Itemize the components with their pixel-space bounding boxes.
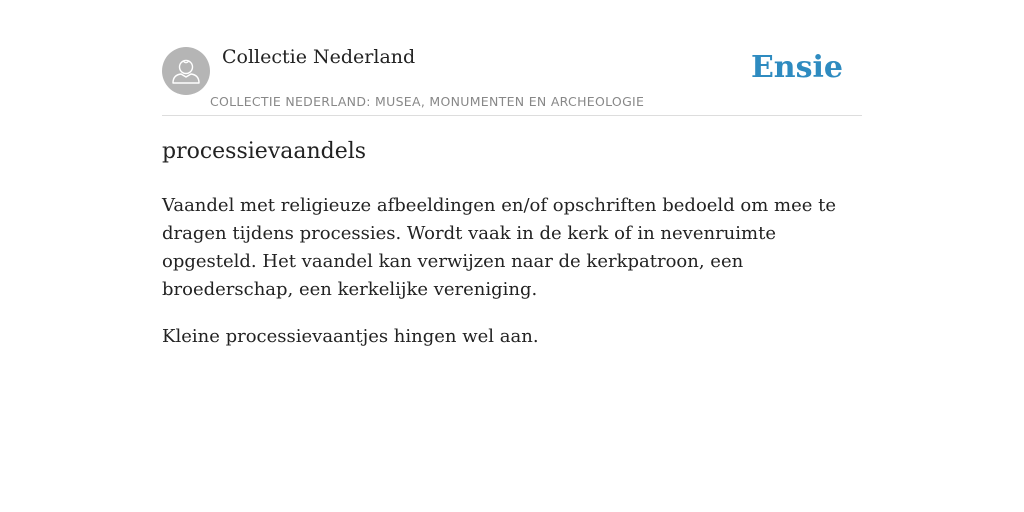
entry-note: Kleine processievaantjes hingen wel aan. [162, 326, 539, 347]
entry-definition: Vaandel met religieuze afbeeldingen en/of opschriften bedoeld om mee te dragen tijdens processies. Wordt vaak in de kerk of in nevenruimte opgesteld. Het vaandel kan verwijzen naar de kerkpatroon, een broederschap, een kerkelijke vereniging. [162, 195, 837, 300]
entry-card [162, 44, 862, 347]
brand-logo[interactable]: Ensie [750, 50, 843, 85]
user-silhouette-icon [162, 47, 210, 95]
source-label[interactable]: COLLECTIE NEDERLAND: MUSEA, MONUMENTEN EN ARCHEOLOGIE [210, 94, 645, 109]
entry-title: processievaandels [162, 139, 367, 164]
avatar[interactable] [162, 47, 210, 95]
entry-header [162, 44, 862, 116]
author-link[interactable]: Collectie Nederland [222, 46, 416, 68]
